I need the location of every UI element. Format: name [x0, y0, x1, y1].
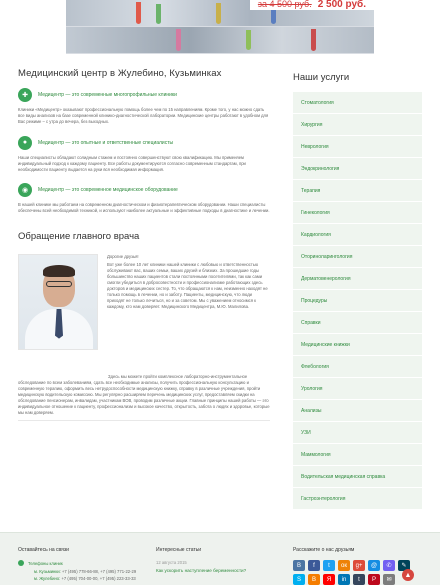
yandex-icon[interactable]: Я	[323, 574, 335, 585]
test-tube-image	[136, 2, 141, 24]
feature-title: Медицентр — это современные многопрофильные клиники	[38, 92, 177, 98]
phone-number[interactable]: +7 (495) 704-00-00, +7 (495) 223-33-33	[61, 576, 136, 581]
skype-icon[interactable]: S	[293, 574, 305, 585]
phone-number[interactable]: +7 (495) 778-66-88, +7 (495) 771-22-29	[61, 569, 137, 574]
test-tube-image	[216, 3, 221, 24]
phones-label: Телефоны клиник	[28, 560, 63, 566]
twitter-icon[interactable]: t	[323, 560, 335, 571]
test-tube-image	[156, 4, 161, 24]
sidebar-item-urology[interactable]: Урология	[293, 378, 422, 400]
odnoklassniki-icon[interactable]: ок	[338, 560, 350, 571]
old-price: за 4 500 руб.	[257, 0, 312, 9]
main-content	[18, 68, 270, 416]
hero-image-bottom	[66, 27, 374, 53]
sidebar-item-surgery[interactable]: Хирургия	[293, 114, 422, 136]
sidebar-item-endocrinology[interactable]: Эндокринология	[293, 158, 422, 180]
sidebar-item-otolaryngology[interactable]: Оториноларингология	[293, 246, 422, 268]
articles-heading: Интересные статьи	[156, 547, 202, 553]
services-heading: Наши услуги	[293, 72, 350, 83]
article-date: 12 августа 2015	[156, 560, 187, 565]
bio-paragraph: Вот уже более 10 лет клиники нашей клиники с любовью и ответственностью обслуживают вас, ваших семьи, ваших друзей и близких. За прошедшие годы большинство наших пациентов стали постоянными посетителями, так как сами смогли убедиться в добросовестности и профессионализме работающих здесь докторов и медицинских сестер. То, что обращаются к нам, неизменно находят не только помощь в лечении, но и заботу. Пациенты, медицинскую, что люди приходят не только лечиться, но и за советом. Мы с уважением относимся к каждому, кто нам доверяет. Медицинского Медицентра, М.Ю. Малилова.	[107, 261, 268, 310]
doctor-icon: ●	[18, 136, 32, 150]
mailru-icon[interactable]: @	[368, 560, 380, 571]
test-tube-image	[246, 30, 251, 50]
sidebar-item-certificates[interactable]: Справки	[293, 312, 422, 334]
blogger-icon[interactable]: B	[308, 574, 320, 585]
phone-line	[34, 569, 148, 574]
footer-articles	[156, 547, 286, 573]
microscope-icon: ✚	[18, 88, 32, 102]
tumblr-icon[interactable]: t	[353, 574, 365, 585]
phone-icon	[18, 560, 24, 566]
doctor-photo	[18, 254, 98, 350]
sidebar-item-gastroenterology[interactable]: Гастроэнтерология	[293, 488, 422, 510]
sidebar-item-mammology[interactable]: Маммология	[293, 444, 422, 466]
price-badge	[250, 0, 374, 10]
viber-icon[interactable]: ✆	[383, 560, 395, 571]
scroll-top-button[interactable]: ▲	[402, 569, 414, 581]
sidebar-item-phlebology[interactable]: Флебология	[293, 356, 422, 378]
feature-title: Медицентр — это современное медицинское оборудование	[38, 187, 178, 194]
feature-text: Клиники «Медицентр» оказывают профессиональную помощь более чем по 15 направлениям. Кроме того, у нас можно сдать все виды анализов на базе современной клинико-диагностической лаборатории. Медицинские центры работают в удобном для Вас режиме – с утра до вечера, без выходных.	[18, 107, 269, 125]
feature-block	[18, 136, 270, 174]
pinterest-icon[interactable]: P	[368, 574, 380, 585]
sidebar-item-procedures[interactable]: Процедуры	[293, 290, 422, 312]
googleplus-icon[interactable]: g+	[353, 560, 365, 571]
feature-block	[18, 88, 270, 126]
contacts-heading: Оставайтесь на связи	[18, 547, 69, 553]
services-sidebar	[293, 72, 422, 510]
sidebar-item-dermatovenerology[interactable]: Дерматовенерология	[293, 268, 422, 290]
hero-banner[interactable]	[66, 0, 374, 54]
feature-block	[18, 183, 270, 214]
page-title: Медицинский центр в Жулебино, Кузьминках	[18, 68, 222, 79]
sidebar-item-stomatology[interactable]: Стоматология	[293, 92, 422, 114]
doctor-bio	[107, 254, 270, 313]
sidebar-item-ultrasound[interactable]: УЗИ	[293, 422, 422, 444]
vk-icon[interactable]: В	[293, 560, 305, 571]
sidebar-item-therapy[interactable]: Терапия	[293, 180, 422, 202]
sidebar-item-gynecology[interactable]: Гинекология	[293, 202, 422, 224]
sidebar-item-analyses[interactable]: Анализы	[293, 400, 422, 422]
test-tube-image	[311, 29, 316, 51]
phone-line	[34, 576, 148, 581]
livejournal-icon[interactable]: ✎	[398, 560, 410, 571]
camera-icon: ◉	[18, 183, 32, 197]
bio-greeting: Дорогие друзья!	[107, 253, 139, 259]
feature-text: Наши специалисты обладают солидным стажем и постоянно совершенствуют свою квалификацию. Мы применяем индивидуальный подход к каждому пациенту. Все работы документируются согласно современным стандартам, при необходимости пациенту выдается на руки вся необходимая информация.	[18, 154, 246, 173]
footer-contacts	[18, 547, 148, 583]
divider	[18, 420, 270, 421]
sidebar-item-driver-certificate[interactable]: Водительская медицинская справка	[293, 466, 422, 488]
sidebar-item-medical-books[interactable]: Медицинские книжки	[293, 334, 422, 356]
new-price: 2 500 руб.	[317, 0, 366, 10]
sidebar-item-neurology[interactable]: Неврология	[293, 136, 422, 158]
feature-title: Медицентр — это опытные и ответственные специалисты	[38, 139, 174, 146]
doctor-section	[18, 254, 270, 374]
phone-place: м. Жулебино:	[34, 576, 61, 581]
doctor-heading: Обращение главного врача	[18, 230, 140, 242]
share-heading: Расскажите о нас друзьям	[293, 547, 355, 553]
facebook-icon[interactable]: f	[308, 560, 320, 571]
test-tube-image	[176, 29, 181, 51]
footer	[0, 532, 440, 585]
feature-text: В нашей клинике мы работаем на современном диагностическом и физиотерапевтическом оборудовании. Наши специалисты обеспечены всей необходимой техникой, и используют наиболее актуальные и эффективные подходы в диагностике и лечении.	[18, 202, 270, 214]
linkedin-icon[interactable]: in	[338, 574, 350, 585]
email-icon[interactable]: ✉	[383, 574, 395, 585]
sidebar-item-cardiology[interactable]: Кардиология	[293, 224, 422, 246]
phone-place: м. Кузьминки:	[34, 569, 61, 574]
article-link[interactable]: Как ускорить наступление беременности?	[156, 568, 247, 573]
doctor-bio-continued: Здесь мы можете пройти комплексное лабораторно-инструментальное обследование по всем заболеваниям, сдать все необходимые анализы, получить профессиональную консультацию и современную терапию, оформить весь нетрудоспособности медицинскую книжку, справку в различные учреждения, пройти медицинскую водительскую комиссию. Мы регулярно расширяем перечень медицинских услуг, предоставляем скидки на обследование пенсионерам, инвалидам, участникам ВОВ, проводим различные акции. Главные принципы нашей работы — это индивидуальное отношение к пациенту, профессионализм и высокое качество, открытость, забота о людях и здоровье, которые мы нам доверяем.	[18, 373, 270, 416]
